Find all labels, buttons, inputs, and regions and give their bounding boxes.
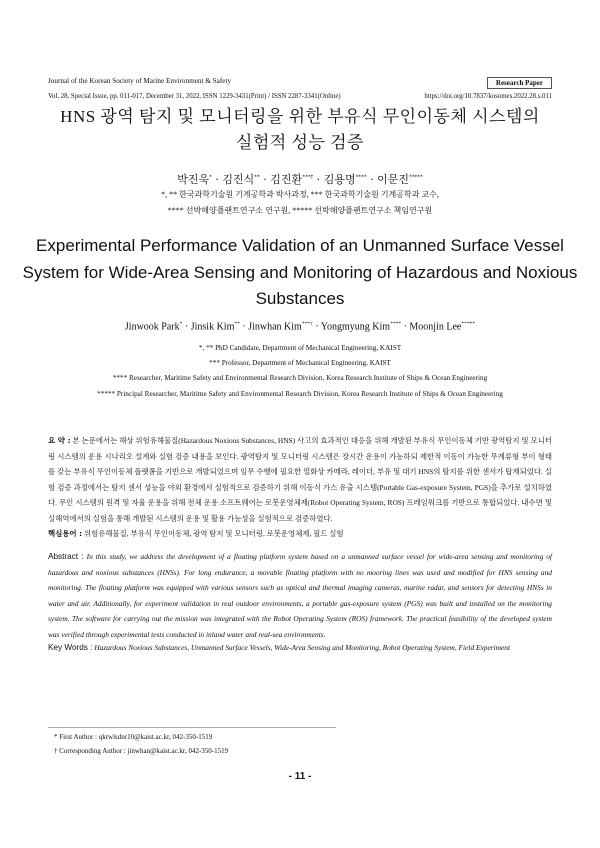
author-mark: *: [209, 174, 212, 181]
author-mark: ****: [355, 174, 367, 181]
english-keywords-text: Hazardous Noxious Substances, Unmanned Surface Vessels, Wide-Area Sensing and Monitoring, Robot Operating System, Field Experiment: [94, 643, 511, 652]
english-authors: Jinwook Park* · Jinsik Kim** · Jinwhan Kim***† · Yongmyung Kim**** · Moonjin Lee*****: [124, 321, 476, 333]
korean-affiliation-line: *, ** 한국과학기술원 기계공학과 박사과정, *** 한국과학기술원 기계공학과 교수,: [161, 190, 439, 199]
korean-keywords-label: 핵심용어 :: [48, 529, 83, 538]
page-number: - 11 -: [288, 771, 312, 782]
korean-title: [0, 104, 600, 156]
korean-title-line2: 실험적 성능 검증: [236, 133, 364, 152]
korean-affiliations: [0, 187, 600, 219]
english-keywords-label: Key Words :: [48, 643, 93, 652]
author-name: 김진환: [270, 173, 303, 186]
english-abstract-label: Abstract :: [48, 552, 84, 561]
korean-title-line1: HNS 광역 탐지 및 모니터링을 위한 부유식 무인이동체 시스템의: [60, 107, 540, 126]
english-affiliation-line: *, ** PhD Candidate, Department of Mechanical Engineering, KAIST: [198, 344, 402, 352]
author-name: Jinwhan Kim: [248, 321, 302, 333]
journal-name: Journal of the Korean Society of Marine Environment & Safety: [48, 77, 232, 85]
author-name: Jinsik Kim: [190, 321, 235, 333]
author-name: Yongmyung Kim: [320, 321, 391, 333]
english-title-line3: Substances: [255, 289, 345, 308]
english-affiliation-line: **** Researcher, Maritime Safety and Environmental Research Division, Korea Research Institute of Ships & Ocean Engineering: [112, 374, 488, 383]
english-abstract: [48, 549, 552, 642]
author-name: 김용명: [323, 173, 356, 186]
korean-affiliation-line: **** 선박해양플랜트연구소 연구원, ***** 선박해양플랜트연구소 책임연구원: [167, 206, 433, 215]
korean-abstract-label: 요 약 :: [48, 436, 71, 445]
english-keywords: [48, 640, 552, 656]
english-title-line1: Experimental Performance Validation of an Unmanned Surface Vessel: [36, 236, 564, 255]
author-mark: **: [254, 174, 260, 181]
english-affiliation-line: *** Professor, Department of Mechanical Engineering, KAIST: [209, 359, 391, 368]
footnote-corresponding-author: † Corresponding Author : jinwhan@kaist.ac.kr, 042-350-1519: [54, 747, 229, 755]
korean-keywords-text: 위험유해물질, 부유식 무인이동체, 광역 탐지 및 모니터링, 로봇운영체제, 필드 실험: [83, 529, 344, 538]
author-mark: *: [179, 321, 183, 327]
author-name: Jinwook Park: [124, 321, 180, 333]
author-mark: ****: [390, 321, 402, 327]
author-mark: ***†: [302, 174, 314, 181]
author-mark: *****: [461, 321, 476, 327]
author-name: 박진욱: [177, 173, 210, 186]
author-mark: **: [234, 321, 240, 327]
english-title-line2: System for Wide-Area Sensing and Monitoring of Hazardous and Noxious: [22, 262, 578, 282]
korean-abstract: [48, 433, 552, 526]
english-title: [0, 233, 600, 313]
author-name: 김진식: [222, 173, 255, 186]
author-name: Moonjin Lee: [409, 321, 462, 333]
volume-info: Vol. 28, Special Issue, pp. 011-017, December 31, 2022, ISSN 1229-3431(Print) / ISSN 2287-3341(Online): [48, 93, 341, 100]
korean-authors: 박진욱* · 김진식** · 김진환***† · 김용명**** · 이문진*****: [177, 173, 423, 186]
article-type-badge: Research Paper: [487, 77, 552, 89]
korean-abstract-text: 본 논문에서는 해상 위험유해물질(Hazardous Noxious Substances, HNS) 사고의 효과적인 대응을 위해 개발된 부유식 무인이동체 기반 광역탐지 및 모니터링 시스템의 운용 시나리오 설계와 실험 검증 내용을 보인다. 광역탐지 및 모니터링 시스템은 장시간 운용이 가능하되 제한적 이동이 가능한 무계류형 부이 형태를 갖는 부유식 무인이동체 플랫폼을 기반으로 개발되었으며 임무 수행에 필요한 열화상 카메라, 레이더, 부유 및 대기 HNS의 탐지를 위한 센서가 탑재되었다. 실험 검증 과정에서는 탐지 센서 성능을 야외 환경에서 실험적으로 검증하기 위해 이동식 가스 유출 시스템(Portable Gas-exposure System, PGS)을 추가로 설치하였다. 무인 시스템의 원격 및 자율 운용을 위해 전체 운용 소프트웨어는 로봇운영체제(Robot Operating System, ROS) 프레임워크를 기반으로 통합되었다. 내수면 및 실해역에서의 실험을 통해 개발된 시스템의 운용 및 활용 가능성을 실험적으로 검증하였다.: [48, 436, 552, 523]
footnote-first-author: * First Author : qkrwlsdnr10@kaist.ac.kr, 042-350-1519: [54, 733, 213, 741]
english-abstract-text: In this study, we address the development of a floating platform system based on a unmanned surface vessel for wide-area sensing and monitoring of hazardous and noxious substances (HNSs). For long endurance, a movable floating platform with no mooring lines was used and modified for HNS sensing and monitoring. The floating platform was equipped with various sensors such as optical and thermal imaging cameras, marine radar, and sensors for detecting HNSs in water and air. Additionally, for experiment validation in real outdoor environments, a portable gas-exposure system (PGS) was built and installed on the monitoring system. The software for carrying out the mission was integrated with the Robot Operating System (ROS) framework. The practical feasibility of the developed system was verified through experimental tests conducted in inland water and real-sea environments.: [48, 552, 552, 639]
author-name: 이문진: [377, 173, 409, 186]
english-affiliation-line: ***** Principal Researcher, Maritime Safety and Environmental Research Division, Korea Research Institute of Ships & Ocean Engineering: [97, 389, 503, 398]
author-mark: *****: [408, 174, 423, 181]
author-mark: ***†: [301, 321, 313, 327]
english-affiliations: [0, 341, 600, 402]
doi-link[interactable]: https://doi.org/10.7837/kosomes.2022.28.s.011: [424, 93, 552, 100]
footnote-divider: [48, 727, 336, 728]
korean-keywords: [48, 526, 552, 542]
